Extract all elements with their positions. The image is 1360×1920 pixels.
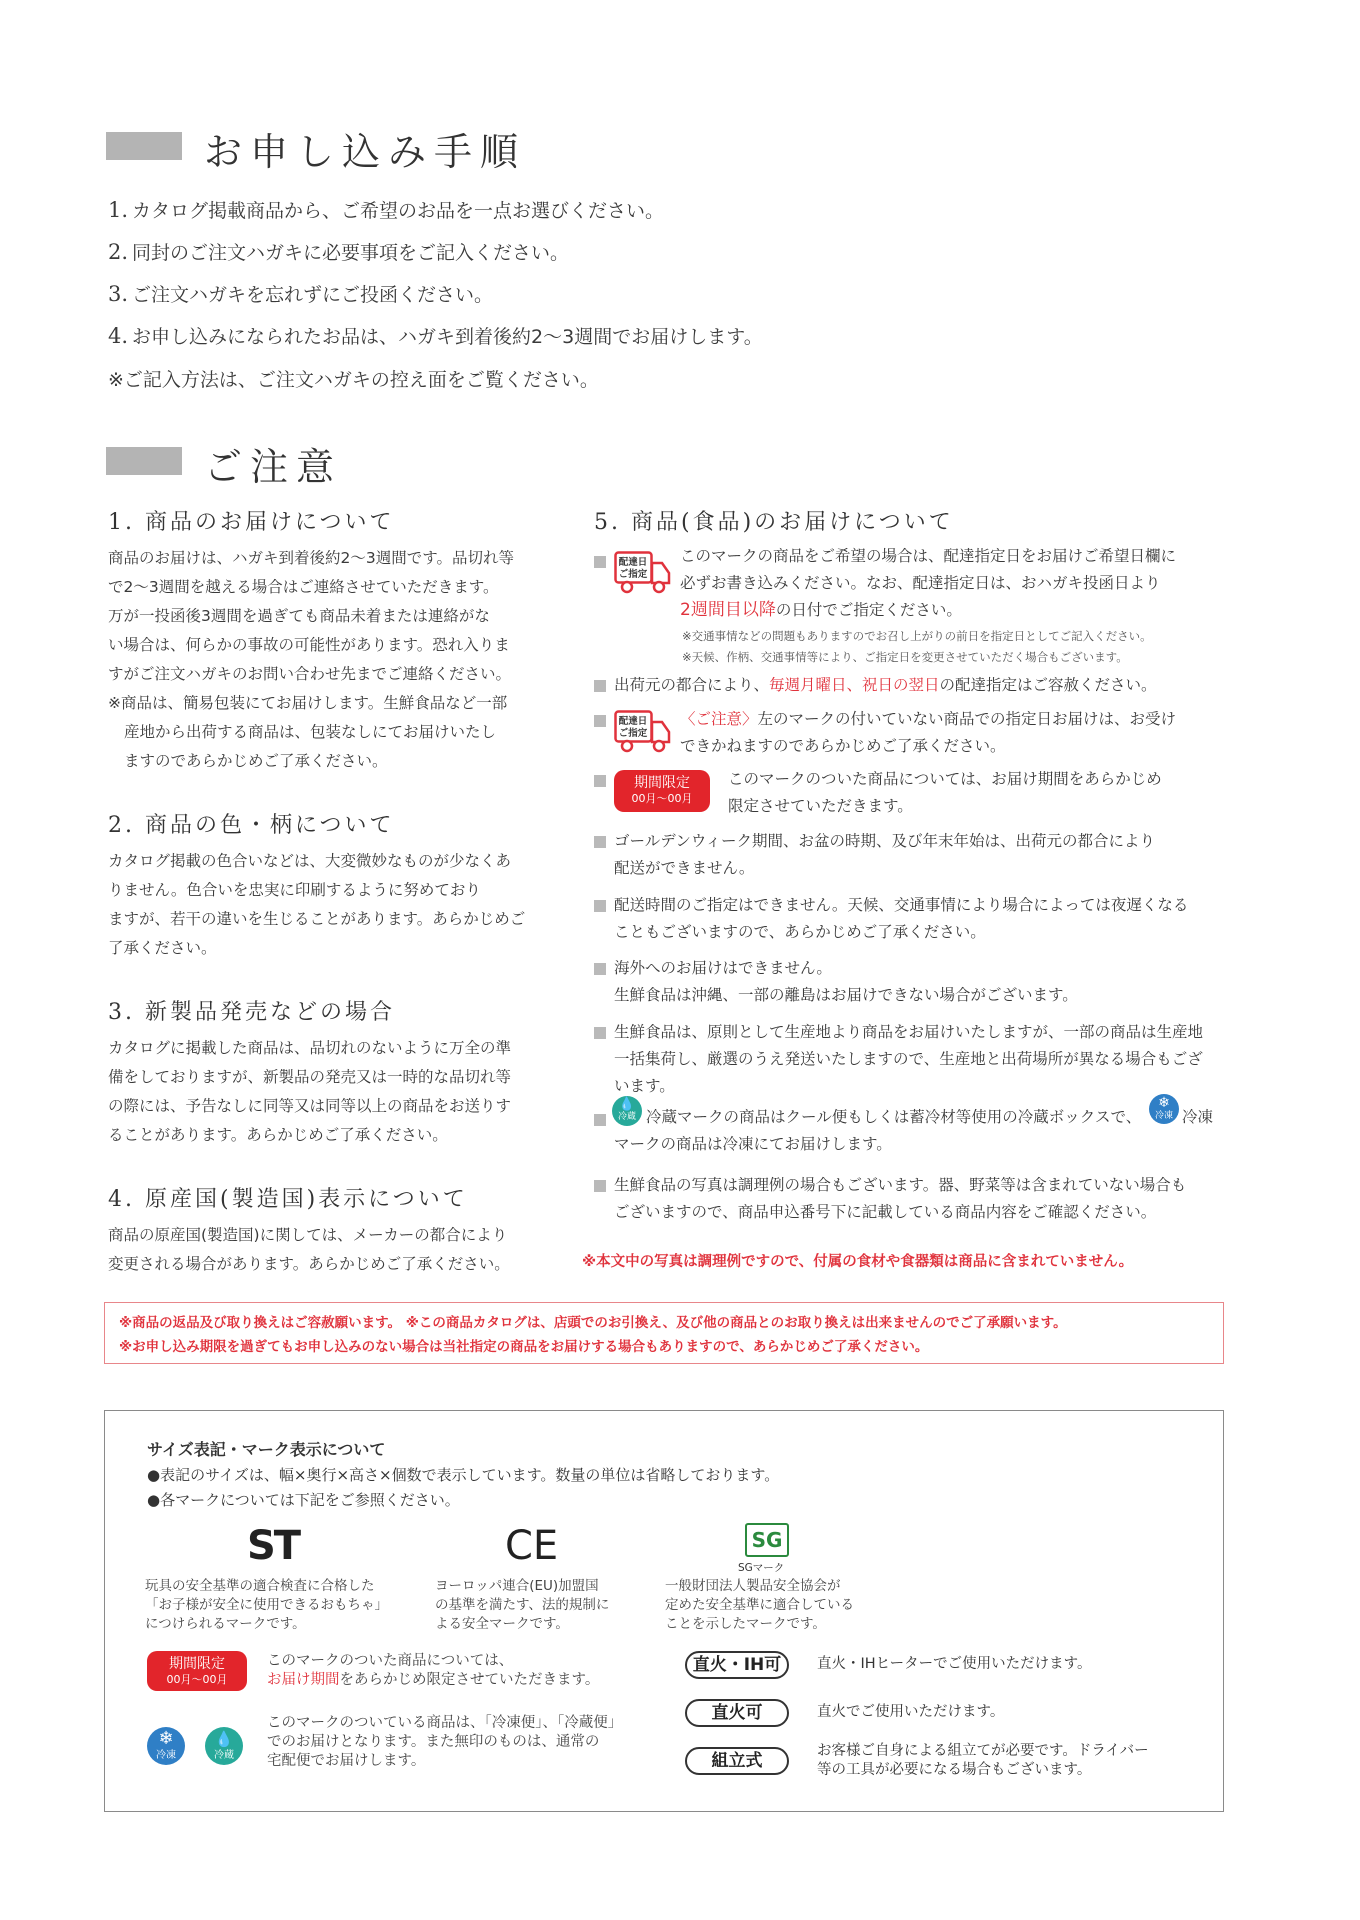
- caution-text-2: カタログ掲載の色合いなどは、大変微妙なものが少なくあ りません。色合いを忠実に印刷するように努めており ますが、若干の違いを生じることがあります。あらかじめご 了承ください。: [108, 852, 526, 957]
- caution-item-9-line-1: 冷蔵マークの商品はクール便もしくは蓄冷材等使用の冷蔵ボックスで、: [646, 1108, 1142, 1126]
- caution-text-4: 商品の原産国(製造国)に関しては、メーカーの都合により 変更される場合があります。あらかじめご了承ください。: [108, 1226, 510, 1273]
- period-mark-desc: このマークのついた商品については、 お届け期間をあらかじめ限定させていただきます。: [267, 1653, 600, 1688]
- st-mark-logo: ST: [247, 1523, 300, 1569]
- caution-item-5: ゴールデンウィーク期間、お盆の時期、及び年末年始は、出荷元の都合により 配送ができません。: [614, 832, 1155, 877]
- bullet-square: [594, 1114, 606, 1126]
- delivery-date-truck-icon: [614, 551, 672, 595]
- st-mark-desc: 玩具の安全基準の適合検査に合格した 「お子様が安全に使用できるおもちゃ」 につけられるマークです。: [145, 1578, 388, 1632]
- section-bar-procedure: [106, 132, 182, 160]
- delivery-date-truck-icon: [614, 710, 672, 754]
- svg-text:配達日: 配達日: [618, 557, 648, 568]
- bullet-square: [594, 556, 606, 568]
- limited-period-badge: 期間限定 00月〜00月: [147, 1651, 247, 1691]
- caution-item-1-note-2: ※天候、作柄、交通事情等により、ご指定日を変更させていただく場合もございます。: [682, 650, 1128, 664]
- procedure-step-2: 2. 同封のご注文ハガキに必要事項をご記入ください。: [108, 240, 570, 264]
- caution-item-4: このマークのついた商品については、お届け期間をあらかじめ 限定させていただきます。: [728, 770, 1162, 815]
- ce-mark-logo: CE: [505, 1523, 559, 1569]
- bullet-square: [594, 1180, 606, 1192]
- assembly-desc: お客様ご自身による組立てが必要です。ドライバー 等の工具が必要になる場合もございます。: [817, 1743, 1149, 1778]
- size-mark-title: サイズ表記・マーク表示について: [147, 1440, 386, 1459]
- size-mark-bullet-1: ●表記のサイズは、幅×奥行×高さ×個数で表示しています。数量の単位は省略しております。: [147, 1466, 780, 1484]
- caution-item-9-frozen-word: 冷凍: [1182, 1108, 1214, 1126]
- procedure-step-4: 4. お申し込みになられたお品は、ハガキ到着後約2〜3週間でお届けします。: [108, 324, 763, 348]
- limited-period-badge: 期間限定 00月〜00月: [614, 770, 710, 812]
- caution-heading-3: 3. 新製品発売などの場合: [108, 1000, 395, 1025]
- procedure-note: ※ご記入方法は、ご注文ハガキの控え面をご覧ください。: [108, 369, 599, 391]
- caution-item-3: 〈ご注意〉左のマークの付いていない商品での指定日お届けは、お受け できかねますのであらかじめご了承ください。: [680, 710, 1177, 755]
- notice-line-1: ※商品の返品及び取り換えはご容赦願います。 ※この商品カタログは、店頭でのお引換え、及び他の商品とのお取り換えは出来ませんのでご了承願います。: [119, 1315, 1067, 1331]
- svg-text:ご指定: ご指定: [618, 728, 648, 739]
- cold-storage-icon: 💧 冷蔵: [612, 1096, 642, 1126]
- bullet-square: [594, 775, 606, 787]
- caution-heading-2: 2. 商品の色・柄について: [108, 813, 395, 838]
- caution-heading-5: 5. 商品(食品)のお届けについて: [594, 510, 954, 535]
- assembly-badge: 組立式: [685, 1747, 789, 1775]
- bullet-square: [594, 900, 606, 912]
- ce-mark-desc: ヨーロッパ連合(EU)加盟国 の基準を満たす、法的規制に よる安全マークです。: [435, 1578, 610, 1632]
- procedure-step-1: 1. カタログ掲載商品から、ご希望のお品を一点お選びください。: [108, 198, 665, 222]
- cold-storage-icon: 💧 冷蔵: [205, 1727, 243, 1765]
- caution-item-9-line-2: マークの商品は冷凍にてお届けします。: [614, 1135, 892, 1153]
- procedure-title: お申し込み手順: [204, 130, 527, 174]
- bullet-square: [594, 836, 606, 848]
- caution-heading-1: 1. 商品のお届けについて: [108, 510, 395, 535]
- photo-note: ※本文中の写真は調理例ですので、付属の食材や食器類は商品に含まれていません。: [582, 1254, 1134, 1270]
- direct-fire-desc: 直火でご使用いただけます。: [817, 1704, 1005, 1720]
- bullet-square: [594, 963, 606, 975]
- svg-text:配達日: 配達日: [618, 716, 648, 727]
- section-bar-caution: [106, 447, 182, 475]
- bullet-square: [594, 715, 606, 727]
- notice-line-2: ※お申し込み期限を過ぎてもお申し込みのない場合は当社指定の商品をお届けする場合もありますので、あらかじめご了承ください。: [119, 1339, 929, 1355]
- direct-fire-badge: 直火可: [685, 1699, 789, 1727]
- frozen-icon: ❄ 冷凍: [147, 1727, 185, 1765]
- svg-text:ご指定: ご指定: [618, 569, 648, 580]
- frozen-icon: ❄ 冷凍: [1149, 1094, 1179, 1124]
- notice-box: [104, 1302, 1224, 1364]
- temperature-mark-desc: このマークのついている商品は、「冷凍便」、「冷蔵便」 でのお届けとなります。また無印のものは、通常の 宅配便でお届けします。: [267, 1715, 623, 1769]
- caution-item-6: 配送時間のご指定はできません。天候、交通事情により場合によっては夜遅くなる こともございますので、あらかじめご了承ください。: [614, 896, 1189, 941]
- caution-text-3: カタログに掲載した商品は、品切れのないように万全の準 備をしておりますが、新製品の発売又は一時的な品切れ等 の際には、予告なしに同等又は同等以上の商品をお送りす ることがあります。あらかじめご了承ください。: [108, 1039, 512, 1144]
- sg-mark-caption: SGマーク: [738, 1562, 785, 1574]
- caution-item-7: 海外へのお届けはできません。 生鮮食品は沖縄、一部の離島はお届けできない場合がございます。: [614, 959, 1078, 1004]
- caution-item-2: 出荷元の都合により、毎週月曜日、祝日の翌日の配達指定はご容赦ください。: [614, 676, 1157, 694]
- caution-title: ご注意: [204, 445, 343, 489]
- size-mark-box: [104, 1410, 1224, 1812]
- bullet-square: [594, 1027, 606, 1039]
- sg-mark-logo: SG: [745, 1523, 789, 1557]
- procedure-step-3: 3. ご注文ハガキを忘れずにご投函ください。: [108, 282, 494, 306]
- caution-item-8: 生鮮食品は、原則として生産地より商品をお届けいたしますが、一部の商品は生産地 一括集荷し、厳選のうえ発送いたしますので、生産地と出荷場所が異なる場合もござ います。: [614, 1023, 1204, 1095]
- direct-fire-ih-desc: 直火・IHヒーターでご使用いただけます。: [817, 1656, 1092, 1672]
- caution-item-10: 生鮮食品の写真は調理例の場合もございます。器、野菜等は含まれていない場合も ございますので、商品申込番号下に記載している商品内容をご確認ください。: [614, 1176, 1187, 1221]
- caution-text-1: 商品のお届けは、ハガキ到着後約2〜3週間です。品切れ等 で2〜3週間を越える場合はご連絡させていただきます。 万が一投函後3週間を過ぎても商品未着または連絡がな い場合は、何らかの事故の可能性があります。恐れ入りま すがご注文ハガキのお問い合わせ先までご連絡ください。 ※商品は、簡易包装にてお届けします。生鮮食品など一部 産地から出荷する商品は、包装なしにてお届けいたし ますのであらかじめご了承ください。: [108, 549, 514, 770]
- caution-heading-4: 4. 原産国(製造国)表示について: [108, 1187, 468, 1212]
- size-mark-bullet-2: ●各マークについては下記をご参照ください。: [147, 1491, 460, 1509]
- caution-item-1: このマークの商品をご希望の場合は、配達指定日をお届けご希望日欄に 必ずお書き込みください。なお、配達指定日は、おハガキ投函日より 2週間目以降の日付でご指定ください。: [680, 547, 1177, 620]
- caution-item-1-note-1: ※交通事情などの問題もありますのでお召し上がりの前日を指定日としてご記入ください。: [682, 629, 1152, 643]
- sg-mark-desc: 一般財団法人製品安全協会が 定めた安全基準に適合している ことを示したマークです。: [665, 1578, 854, 1632]
- direct-fire-ih-badge: 直火・IH可: [685, 1651, 789, 1679]
- bullet-square: [594, 680, 606, 692]
